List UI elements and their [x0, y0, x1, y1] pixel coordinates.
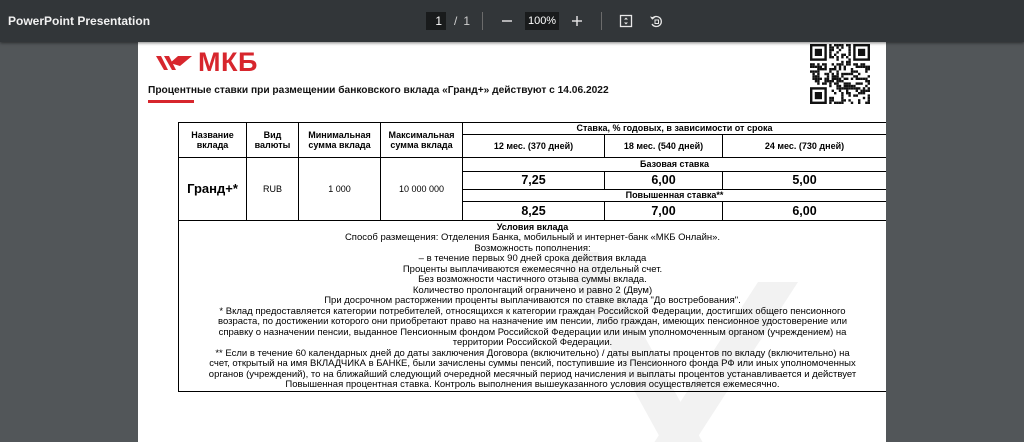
- condition-line: Способ размещения: Отделения Банка, мобильный и интернет-банк «МКБ Онлайн».: [344, 232, 721, 243]
- rotate-icon: [649, 14, 663, 28]
- deposit-max-sum: 10 000 000: [381, 158, 463, 221]
- fit-page-icon: [619, 14, 633, 28]
- header-rate-title: Ставка, % годовых, в зависимости от срока: [463, 123, 887, 135]
- base-rate-12: 7,25: [463, 172, 605, 190]
- condition-line: счет, открытый на имя ВКЛАДЧИКА в БАНКЕ, были зачислены суммы пенсий, поступившие из Пенсионного фонда РФ или иных уполномоченных: [209, 358, 856, 369]
- rates-heading: Процентные ставки при размещении банковского вклада «Гранд+» действуют с 14.06.2022: [148, 85, 609, 96]
- header-term-18: 18 мес. (540 дней): [605, 135, 723, 158]
- logo-text: МКБ: [198, 47, 258, 77]
- toolbar-divider: [601, 12, 602, 30]
- base-rate-24: 5,00: [723, 172, 887, 190]
- conditions-cell: [179, 221, 887, 392]
- header-min-sum: Минимальная сумма вклада: [299, 123, 381, 158]
- minus-icon: [501, 15, 513, 27]
- increased-rate-label: Повышенная ставка**: [463, 190, 887, 202]
- pdf-page: [138, 42, 886, 442]
- condition-line: При досрочном расторжении проценты выплачиваются по ставке вклада "До востребования".: [324, 295, 741, 306]
- page-separator: /: [454, 14, 458, 28]
- header-term-24: 24 мес. (730 дней): [723, 135, 887, 158]
- header-term-12: 12 мес. (370 дней): [463, 135, 605, 158]
- base-rate-18: 6,00: [605, 172, 723, 190]
- header-max-sum: Максимальная сумма вклада: [381, 123, 463, 158]
- zoom-out-button[interactable]: [495, 11, 519, 31]
- increased-rate-18: 7,00: [605, 202, 723, 221]
- rotate-button[interactable]: [644, 11, 668, 31]
- document-title: PowerPoint Presentation: [8, 14, 151, 28]
- header-deposit-name: Название вклада: [179, 123, 247, 158]
- condition-line: органов (учреждений), то на ближайший следующий очередной месячный период начисления и выплаты процентов устанавливается и действует: [208, 368, 857, 380]
- pdf-toolbar: [0, 0, 1024, 42]
- qr-code: [806, 42, 874, 106]
- deposit-currency: RUB: [247, 158, 299, 221]
- total-pages: 1: [463, 14, 471, 28]
- heading-underline: [148, 100, 194, 103]
- deposit-name: Гранд+*: [179, 158, 247, 221]
- increased-rate-12: 8,25: [463, 202, 605, 221]
- condition-line: возраста, по достижении которого они приобретают право на назначение им пенсии, либо граждан, имеющих пенсионное удостоверение или: [218, 316, 847, 327]
- mkb-logo-icon: [156, 53, 192, 73]
- toolbar-divider: [482, 12, 483, 30]
- condition-line: территории Российской Федерации.: [452, 337, 613, 348]
- zoom-input[interactable]: 100%: [525, 12, 559, 30]
- fit-page-button[interactable]: [614, 11, 638, 31]
- header-currency: Вид валюты: [247, 123, 299, 158]
- condition-line: – в течение первых 90 дней срока действия вклада: [418, 253, 647, 264]
- condition-line: справку о назначении пенсии, выданное Пенсионным фондом Российской Федерации или иным уполномоченным органом (учреждением) на: [218, 326, 847, 338]
- rates-table: [178, 122, 886, 392]
- increased-rate-24: 6,00: [723, 202, 887, 221]
- condition-line: Возможность пополнения:: [474, 242, 591, 254]
- bank-logo: [156, 47, 258, 78]
- toolbar-controls: [426, 11, 668, 31]
- base-rate-label: Базовая ставка: [463, 158, 887, 172]
- condition-line: Количество пролонгаций ограничено и равно 2 (Двум): [412, 284, 653, 296]
- conditions-title: Условия вклада: [496, 222, 569, 232]
- zoom-in-button[interactable]: [565, 11, 589, 31]
- condition-line: ** Если в течение 60 календарных дней до даты заключения Договора (включительно) / даты выплаты процентов по вкладу (включительно) на: [215, 347, 850, 359]
- condition-line: Повышенная процентная ставка. Контроль выполнения вышеуказанного условия осуществляется ежемесячно.: [285, 379, 780, 390]
- conditions-list: [179, 233, 886, 391]
- page-number-input[interactable]: 1: [426, 12, 446, 30]
- plus-icon: [571, 15, 583, 27]
- condition-line: Без возможности частичного отзыва суммы вклада.: [418, 274, 647, 285]
- condition-line: Проценты выплачиваются ежемесячно на отдельный счет.: [402, 263, 663, 275]
- deposit-min-sum: 1 000: [299, 158, 381, 221]
- condition-line: * Вклад предоставляется категории потребителей, относящихся к категории граждан Российской Федерации, достигших общего пенсионного: [219, 305, 846, 317]
